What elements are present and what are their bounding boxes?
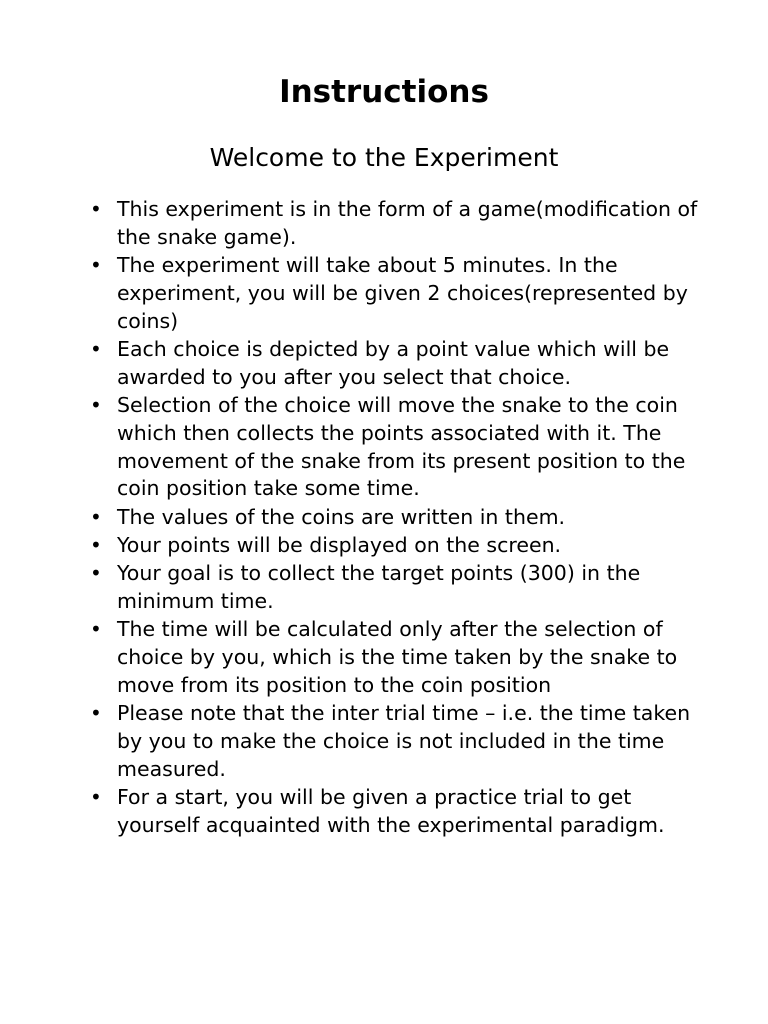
list-item [90, 252, 705, 335]
bullet-icon: • [90, 561, 102, 586]
bullet-icon: • [90, 785, 102, 810]
list-item [90, 784, 705, 840]
list-item [90, 336, 705, 392]
list-item-text: Selection of the choice will move the snake to the coin which then collects the points associated with it. The movement of the snake from its present position to the coin position take some time. [117, 393, 686, 501]
list-item [90, 504, 705, 532]
instructions-list [90, 196, 705, 840]
list-item [90, 616, 705, 699]
list-item-text: Please note that the inter trial time – i.e. the time taken by you to make the choice is not included in the time measured. [117, 701, 691, 781]
list-item-text: The values of the coins are written in them. [117, 504, 566, 529]
list-item [90, 532, 705, 560]
list-item-text: The experiment will take about 5 minutes. In the experiment, you will be given 2 choices(represented by coins) [117, 253, 688, 333]
list-item-text: Your goal is to collect the target points (300) in the minimum time. [117, 561, 641, 614]
list-item [90, 392, 705, 503]
bullet-icon: • [90, 253, 102, 278]
bullet-icon: • [90, 393, 102, 418]
page-subtitle: Welcome to the Experiment [209, 143, 559, 172]
list-item [90, 196, 705, 252]
bullet-icon: • [90, 336, 102, 361]
bullet-icon: • [90, 617, 102, 642]
bullet-icon: • [90, 533, 102, 558]
list-item-text: This experiment is in the form of a game(modification of the snake game). [117, 197, 698, 249]
list-item-text: Each choice is depicted by a point value which will be awarded to you after you select that choice. [117, 336, 670, 389]
list-item [90, 700, 705, 783]
bullet-icon: • [90, 197, 102, 221]
page-title: Instructions [279, 74, 489, 110]
list-item [90, 560, 705, 616]
list-item-text: The time will be calculated only after the selection of choice by you, which is the time taken by the snake to move from its position to the coin position [117, 617, 678, 698]
list-item-text: Your points will be displayed on the screen. [117, 533, 562, 558]
bullet-icon: • [90, 701, 102, 726]
bullet-icon: • [90, 504, 102, 529]
list-item-text: For a start, you will be given a practice trial to get yourself acquainted with the experimental paradigm. [117, 785, 665, 838]
